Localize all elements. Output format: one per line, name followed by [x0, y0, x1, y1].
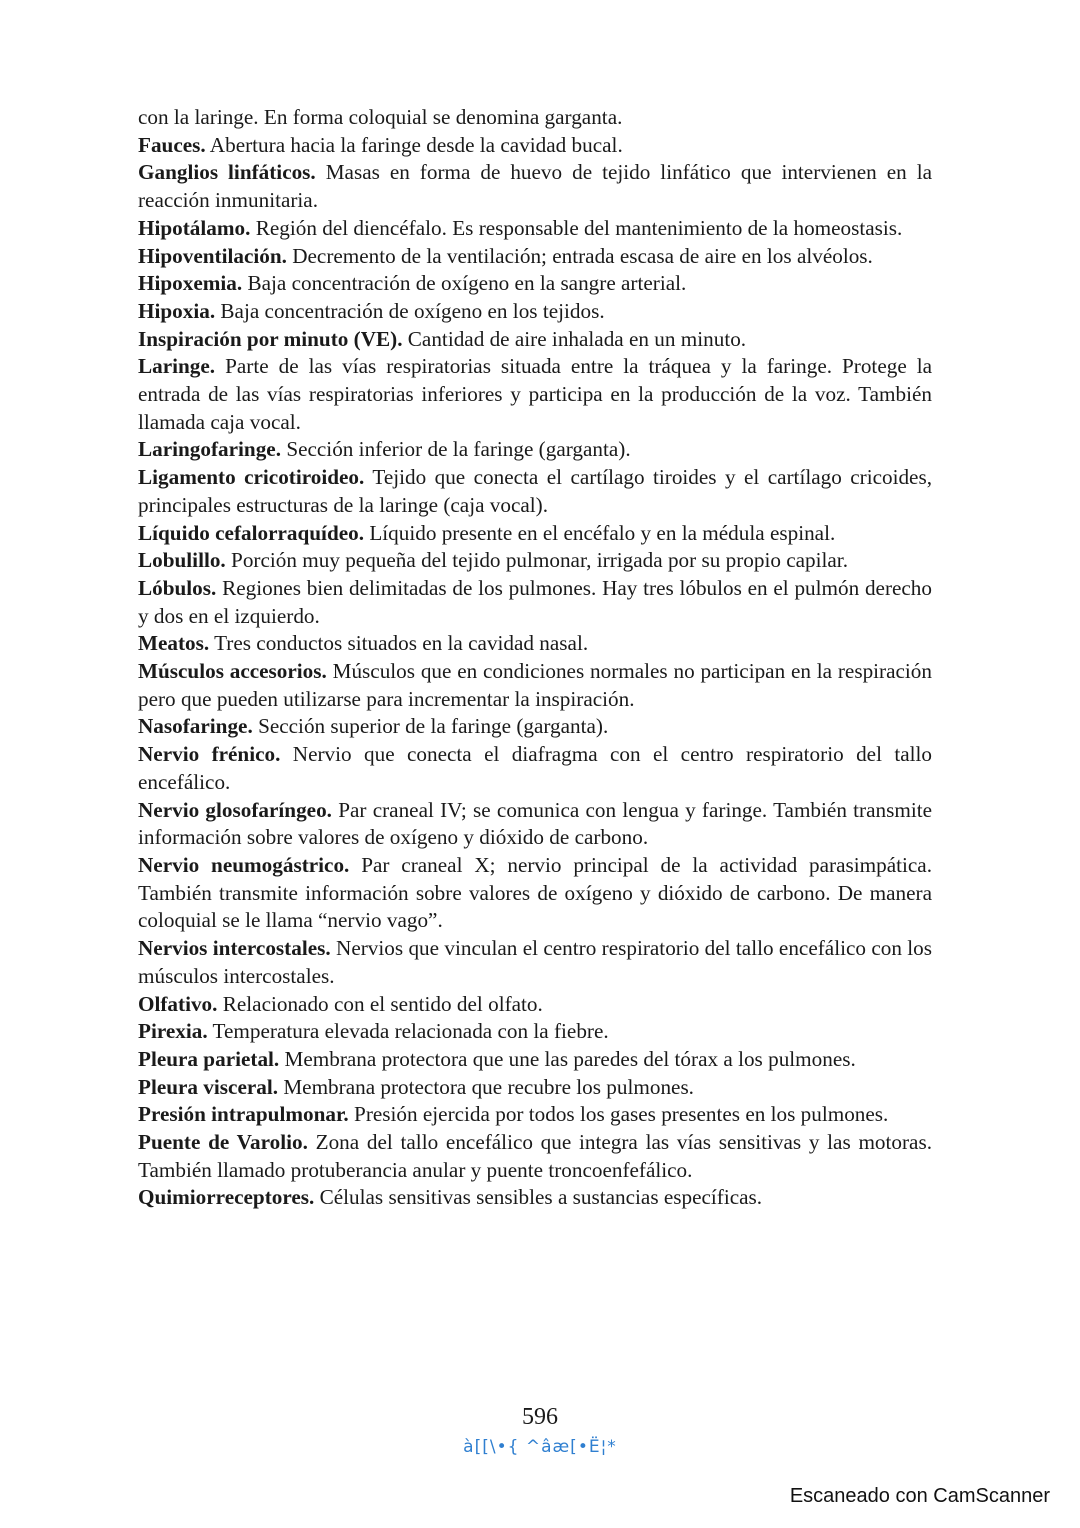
- glossary-definition: Abertura hacia la faringe desde la cavidad bucal.: [205, 132, 623, 157]
- glossary-entry: [138, 797, 932, 852]
- glossary-term: Nervio neumogástrico.: [138, 852, 350, 877]
- glossary-definition: Baja concentración de oxígeno en la sangre arterial.: [242, 271, 687, 296]
- glossary-entry: [138, 713, 932, 741]
- glossary-entry: [138, 1129, 932, 1184]
- glossary-entry: [138, 243, 932, 271]
- glossary-entry: [138, 326, 932, 354]
- intro-line: con la laringe. En forma coloquial se denomina garganta.: [138, 105, 623, 129]
- glossary-entry: [138, 1018, 932, 1046]
- glossary-term: Fauces.: [138, 132, 206, 157]
- glossary-term: Pirexia.: [138, 1019, 208, 1044]
- glossary-definition: Tres conductos situados en la cavidad nasal.: [209, 631, 589, 656]
- glossary-definition: Líquido presente en el encéfalo y en la médula espinal.: [364, 520, 836, 545]
- glossary-definition: Músculos que en condiciones normales no participan en la respiración pero que pueden utilizarse para incrementar la inspiración.: [138, 659, 932, 711]
- glossary-definition: Membrana protectora que une las paredes del tórax a los pulmones.: [279, 1046, 856, 1071]
- glossary-definition: Nervios que vinculan el centro respiratorio del tallo encefálico con los músculos intercostales.: [138, 936, 932, 988]
- glossary-entry: [138, 575, 932, 630]
- camscanner-watermark: Escaneado con CamScanner: [789, 1485, 1050, 1507]
- glossary-term: Ganglios linfáticos.: [138, 160, 316, 185]
- glossary-term: Hipoxia.: [138, 298, 216, 323]
- glossary-definition: Decremento de la ventilación; entrada escasa de aire en los alvéolos.: [286, 243, 873, 268]
- glossary-entry: [138, 852, 932, 935]
- glossary-definition: Células sensitivas sensibles a sustancias específicas.: [314, 1185, 763, 1210]
- glossary-definition: Masas en forma de huevo de tejido linfático que intervienen en la reacción inmunitaria.: [138, 160, 932, 213]
- glossary-term: Hipoventilación.: [138, 243, 287, 268]
- glossary-definition: Tejido que conecta el cartílago tiroides y el cartílago cricoides, principales estructuras de la laringe (caja vocal).: [138, 465, 932, 517]
- glossary-entry: [138, 353, 932, 436]
- glossary-definition: Sección inferior de la faringe (garganta).: [281, 437, 631, 462]
- glossary-term: Hipoxemia.: [138, 271, 243, 296]
- glossary-definition: Porción muy pequeña del tejido pulmonar, irrigada por su propio capilar.: [225, 548, 848, 573]
- glossary-entry: [138, 547, 932, 575]
- glossary-term: Quimiorreceptores.: [138, 1185, 315, 1210]
- glossary-entry: [138, 630, 932, 658]
- glossary-term: Ligamento cricotiroideo.: [138, 465, 365, 490]
- glossary-definition: Membrana protectora que recubre los pulmones.: [278, 1074, 694, 1099]
- glossary-term: Nervio glosofaríngeo.: [138, 797, 332, 822]
- glossary-definition: Temperatura elevada relacionada con la fiebre.: [207, 1019, 609, 1044]
- glossary-text: [138, 104, 932, 1212]
- glossary-entry: [138, 215, 932, 243]
- glossary-entry: [138, 436, 932, 464]
- glossary-term: Lobulillo.: [138, 548, 226, 573]
- glossary-term: Olfativo.: [138, 991, 218, 1016]
- footer-code: à[[\•{ ^âæ[•Ë¦*: [463, 1437, 617, 1457]
- glossary-definition: Par craneal X; nervio principal de la actividad parasimpática. También transmite información sobre valores de oxígeno y dióxido de carbono. De manera coloquial se le llama “nervio vago”.: [138, 852, 932, 933]
- glossary-term: Líquido cefalorraquídeo.: [138, 520, 365, 545]
- glossary-entry: [138, 132, 932, 160]
- glossary-entry: [138, 464, 932, 519]
- glossary-definition: Relacionado con el sentido del olfato.: [217, 991, 543, 1016]
- glossary-definition: Regiones bien delimitadas de los pulmones. Hay tres lóbulos en el pulmón derecho y dos en el izquierdo.: [138, 575, 932, 628]
- glossary-entry: [138, 1184, 932, 1212]
- glossary-definition: Par craneal IV; se comunica con lengua y faringe. También transmite información sobre valores de oxígeno y dióxido de carbono.: [138, 797, 932, 850]
- glossary-entry: [138, 1101, 932, 1129]
- glossary-definition: Presión ejercida por todos los gases presentes en los pulmones.: [348, 1102, 889, 1127]
- glossary-term: Nervio frénico.: [138, 742, 281, 767]
- glossary-entry: [138, 159, 932, 214]
- glossary-term: Pleura parietal.: [138, 1046, 280, 1071]
- glossary-term: Pleura visceral.: [138, 1074, 279, 1099]
- glossary-entries: [138, 132, 932, 1212]
- glossary-entry: [138, 935, 932, 990]
- glossary-term: Laringofaringe.: [138, 437, 282, 462]
- page-number: 596: [522, 1404, 558, 1430]
- glossary-entry: [138, 270, 932, 298]
- glossary-definition: Nervio que conecta el diafragma con el centro respiratorio del tallo encefálico.: [138, 742, 932, 794]
- glossary-entry: [138, 741, 932, 796]
- glossary-entry: [138, 1046, 932, 1074]
- glossary-definition: Región del diencéfalo. Es responsable del mantenimiento de la homeostasis.: [250, 215, 903, 240]
- glossary-definition: Parte de las vías respiratorias situada entre la tráquea y la faringe. Protege la entrada de las vías respiratorias inferiores y participa en la producción de la voz. También llamada caja vocal.: [138, 354, 932, 434]
- glossary-term: Puente de Varolio.: [138, 1130, 308, 1155]
- glossary-term: Meatos.: [138, 631, 210, 656]
- glossary-term: Músculos accesorios.: [138, 659, 327, 684]
- glossary-definition: Zona del tallo encefálico que integra las vías sensitivas y las motoras. También llamado protuberancia anular y puente troncoenfefálico.: [138, 1130, 933, 1182]
- glossary-term: Lóbulos.: [138, 575, 217, 600]
- glossary-definition: Sección superior de la faringe (garganta).: [252, 714, 609, 739]
- glossary-term: Laringe.: [138, 354, 216, 379]
- glossary-term: Presión intrapulmonar.: [138, 1102, 349, 1127]
- glossary-definition: Baja concentración de oxígeno en los tejidos.: [215, 298, 605, 323]
- glossary-term: Nasofaringe.: [138, 714, 253, 739]
- glossary-term: Inspiración por minuto (VE).: [138, 326, 403, 351]
- glossary-entry: [138, 520, 932, 548]
- glossary-entry: [138, 298, 932, 326]
- glossary-entry: [138, 1074, 932, 1102]
- glossary-term: Hipotálamo.: [138, 215, 251, 240]
- glossary-term: Nervios intercostales.: [138, 936, 331, 961]
- glossary-entry: [138, 658, 932, 713]
- glossary-definition: Cantidad de aire inhalada en un minuto.: [402, 326, 747, 351]
- glossary-entry: [138, 991, 932, 1019]
